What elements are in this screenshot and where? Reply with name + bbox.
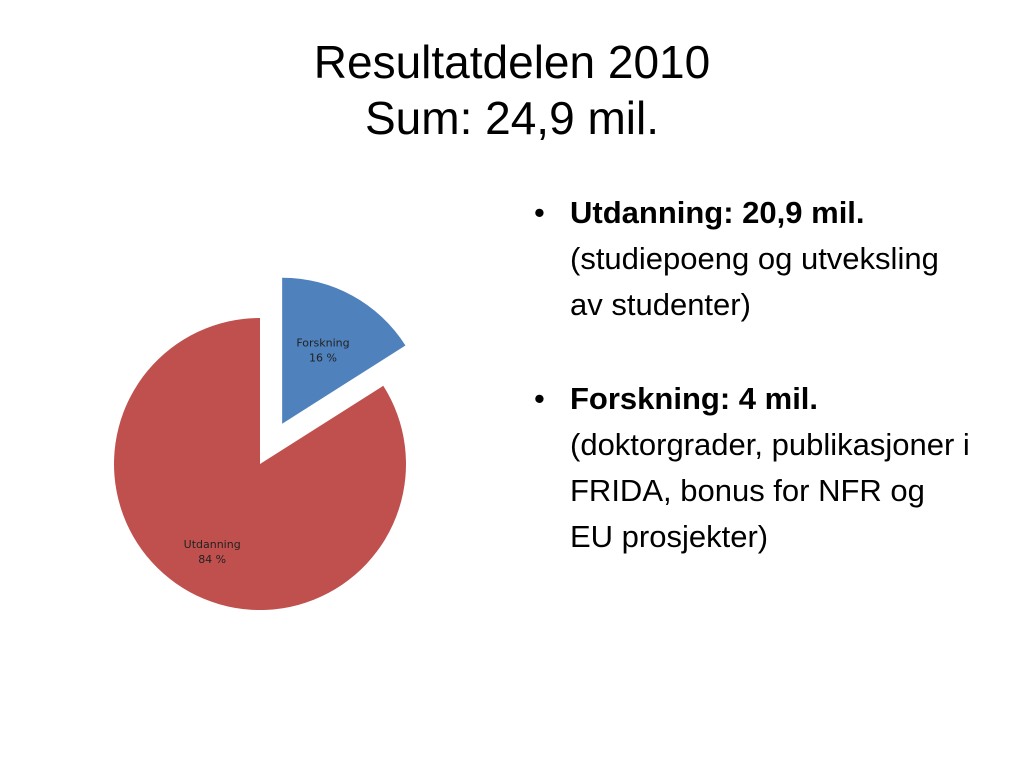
bullet-list bbox=[530, 190, 970, 560]
slice-value-label-forskning: 16 % bbox=[308, 351, 337, 365]
slice-value-label-utdanning: 84 % bbox=[198, 552, 227, 566]
bullet-dot-icon: • bbox=[534, 195, 545, 230]
slice-label-forskning: Forskning bbox=[296, 336, 350, 350]
bullet-dot-icon: • bbox=[534, 381, 545, 416]
bullet-item-utdanning bbox=[530, 190, 970, 328]
bullet-item-forskning bbox=[530, 376, 970, 560]
slice-label-utdanning: Utdanning bbox=[183, 537, 241, 551]
bullet-description: (doktorgrader, publikasjoner i FRIDA, bonus for NFR og EU prosjekter) bbox=[570, 427, 970, 554]
title-line-2: Sum: 24,9 mil. bbox=[365, 92, 659, 144]
slide-title bbox=[0, 34, 1024, 146]
bullet-heading: Utdanning: 20,9 mil. bbox=[570, 195, 865, 230]
bullet-description: (studiepoeng og utveksling av studenter) bbox=[570, 241, 939, 322]
title-line-1: Resultatdelen 2010 bbox=[313, 36, 711, 88]
pie-chart bbox=[100, 240, 430, 620]
bullet-heading: Forskning: 4 mil. bbox=[570, 381, 819, 416]
